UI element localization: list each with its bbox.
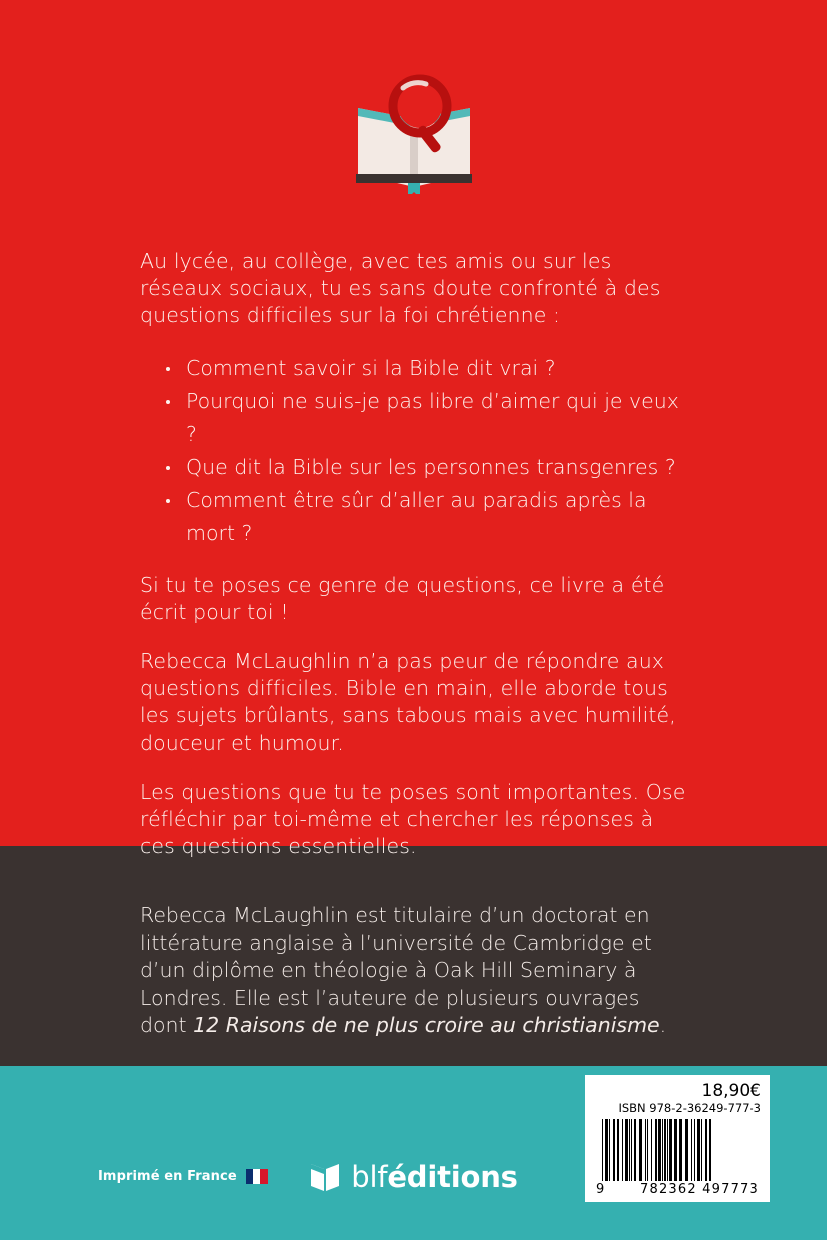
publisher-name-bold: éditions <box>387 1160 518 1194</box>
author-bio-title: 12 Raisons de ne plus croire au christianisme <box>193 1013 660 1037</box>
paragraph-1: Si tu te poses ce genre de questions, ce livre a été écrit pour toi ! <box>140 572 665 624</box>
barcode-block <box>585 1075 770 1202</box>
barcode-digits-right: 782362 497773 <box>640 1182 759 1197</box>
author-bio <box>140 902 687 1040</box>
barcode-digit-left: 9 <box>596 1182 606 1197</box>
author-panel <box>0 846 827 1066</box>
list-item: Que dit la Bible sur les personnes transgenres ? <box>164 451 691 484</box>
questions-list <box>140 352 691 550</box>
author-bio-text: Rebecca McLaughlin est titulaire d’un doctorat en littérature anglaise à l’université de Cambridge et d’un diplôme en théologie à Oak Hill Seminary à Londres. Elle est l’auteure de plusieurs ouvrages dont <box>140 903 652 1037</box>
barcode-bars <box>594 1119 761 1181</box>
blf-book-icon <box>309 1160 341 1194</box>
list-item: Comment savoir si la Bible dit vrai ? <box>164 352 691 385</box>
publisher-name <box>351 1160 517 1194</box>
paragraph-3: Les questions que tu te poses sont importantes. Ose réfléchir par toi-même et chercher les réponses à ces questions essentielles. <box>140 779 686 859</box>
logo-container <box>0 62 827 194</box>
price-label: 18,90€ <box>701 1081 761 1101</box>
intro-paragraph: Au lycée, au collège, avec tes amis ou sur les réseaux sociaux, tu es sans doute confronté à des questions difficiles sur la foi chrétienne : <box>140 249 661 328</box>
list-item: Pourquoi ne suis-je pas libre d’aimer qui je veux ? <box>164 385 691 451</box>
print-country-label: Imprimé en France <box>98 1169 237 1184</box>
isbn-label: ISBN 978-2-36249-777-3 <box>618 1101 761 1115</box>
publisher-name-light: blf <box>351 1160 388 1194</box>
back-cover-copy <box>140 248 691 860</box>
paragraph-2: Rebecca McLaughlin n’a pas peur de répondre aux questions difficiles. Bible en main, elle aborde tous les sujets brûlants, sans tabous mais avec humilité, douceur et humour. <box>140 649 676 755</box>
footer-panel <box>0 1066 827 1240</box>
author-bio-period: . <box>659 1013 667 1037</box>
list-item: Comment être sûr d’aller au paradis après la mort ? <box>164 484 691 550</box>
magnifying-glass-over-open-book-icon <box>348 62 480 194</box>
barcode-digits <box>594 1182 761 1197</box>
